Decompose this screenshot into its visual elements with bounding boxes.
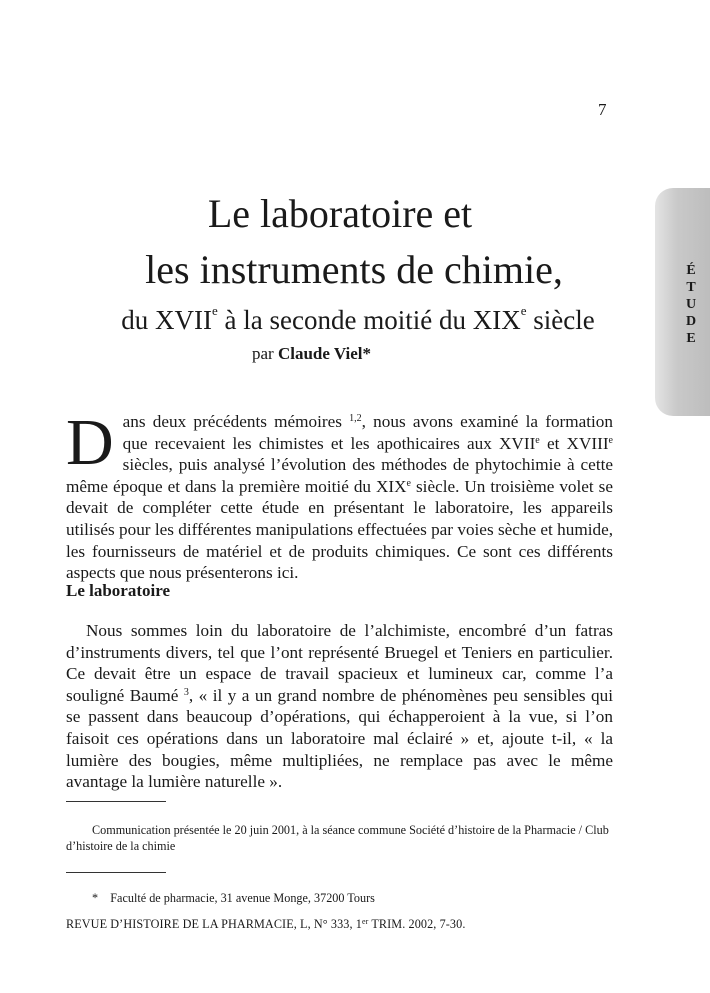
- superscript: er: [362, 917, 369, 926]
- article-subtitle: [18, 303, 698, 337]
- subtitle-superscript: e: [520, 303, 527, 318]
- byline-prefix: par: [252, 344, 278, 363]
- superscript: e: [535, 434, 540, 446]
- intro-text: ans deux précédents mémoires: [122, 412, 350, 431]
- body-text: , « il y a un grand nombre de phénomènes peu sensibles qui se passent dans beaucoup d’opérations, qui échapperoient à la vue, si l’on faisoit ces opérations dans un laboratoire mal éclairé » et, ajoute t-il, « la lumière des bougies, même multipliées, ne remplace pas avec le même avantage la lumière naturelle ».: [66, 685, 613, 792]
- footnote-communication: Communication présentée le 20 juin 2001, à la séance commune Société d’histoire de la Pharmacie / Club d’histoire de la chimie: [66, 823, 609, 853]
- drop-cap: D: [66, 406, 114, 479]
- footnote-divider: [66, 872, 166, 873]
- article-title-line-1: Le laboratoire et: [207, 191, 473, 236]
- body-text: Nous sommes loin du laboratoire de l’alchimiste, encombré d’un fatras d’instruments divers, tel que l’ont représenté Bruegel et Teniers en particulier. Ce devait être un espace de travail spacieux et lumineux car, comme l’a souligné Baumé: [66, 621, 613, 705]
- section-tab-letter: É: [686, 263, 696, 278]
- intro-paragraph: [66, 406, 613, 584]
- journal-ref-text: REVUE D’HISTOIRE DE LA PHARMACIE, L, N° 333, 1: [66, 917, 362, 931]
- journal-reference: [66, 917, 465, 932]
- page-number: 7: [598, 100, 607, 119]
- footnote-divider: [66, 801, 166, 802]
- affiliation-text: Faculté de pharmacie, 31 avenue Monge, 37200 Tours: [110, 891, 375, 905]
- superscript: e: [608, 434, 613, 446]
- subtitle-part: à la seconde moitié du XIX: [217, 305, 521, 335]
- author-name: Claude Viel*: [277, 344, 372, 363]
- footnote-affiliation: [92, 891, 639, 907]
- section-tab-letter: T: [686, 280, 696, 295]
- intro-text: siècles, puis analysé l’évolution des méthodes de phytochimie à cette même époque et dans la première moitié du XIX: [66, 455, 613, 496]
- superscript: e: [406, 477, 411, 489]
- section-tab-letter: U: [685, 297, 697, 312]
- journal-ref-text: TRIM. 2002, 7-30.: [368, 917, 466, 931]
- section-tab-letter: E: [686, 331, 696, 346]
- subtitle-part: du XVII: [121, 305, 213, 335]
- footnote-marker: *: [92, 891, 99, 905]
- body-paragraph: [66, 620, 613, 793]
- article-title-line-2: les instruments de chimie,: [145, 247, 563, 292]
- reference-marker: 1,2: [349, 413, 362, 424]
- reference-marker: 3: [183, 686, 189, 698]
- subtitle-part: siècle: [526, 305, 595, 335]
- intro-text: , nous avons examiné la formation que recevaient les chimistes et les apothicaires aux XVII: [122, 412, 613, 453]
- section-heading: Le laboratoire: [66, 581, 171, 600]
- subtitle-superscript: e: [212, 303, 218, 318]
- section-tab-letter: D: [685, 314, 697, 329]
- intro-text: siècle. Un troisième volet se devait de compléter cette étude en présentant le laboratoire, les appareils utilisés pour les différentes manipulations effectuées par voies sèche et humide, les fournisseurs de matériel et de produits chimiques. Ce sont ces différents aspects que nous présenterons ici.: [66, 476, 613, 583]
- byline: [252, 344, 552, 364]
- intro-text: et XVIII: [539, 433, 609, 453]
